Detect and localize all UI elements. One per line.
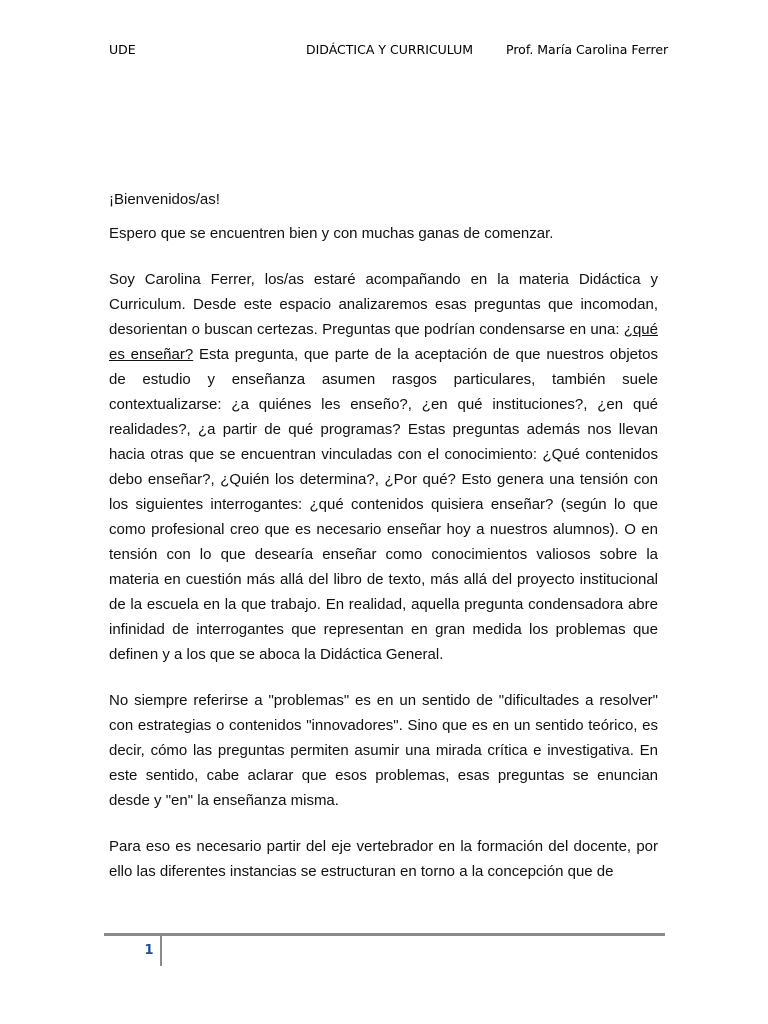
page-number: 1 — [144, 943, 154, 958]
header-author: Prof. María Carolina Ferrer — [506, 42, 669, 57]
underlined-question: ¿qué es enseñar? — [109, 321, 658, 363]
header-institution: UDE — [109, 42, 136, 57]
paragraph-1 — [109, 267, 658, 667]
footer-vertical-divider — [160, 936, 162, 966]
paragraph-3: Para eso es necesario partir del eje vertebrador en la formación del docente, por ello las diferentes instancias se estructuran en torno a la concepción que de — [109, 838, 658, 880]
footer-divider — [104, 933, 665, 936]
intro-paragraph: Espero que se encuentren bien y con muchas ganas de comenzar. — [109, 225, 554, 242]
header-course-title: DIDÁCTICA Y CURRICULUM — [306, 42, 474, 57]
paragraph-2: No siempre referirse a "problemas" es en un sentido de "dificultades a resolver" con estrategias o contenidos "innovadores". Sino que es en un sentido teórico, es decir, cómo las preguntas permiten asumir una mirada crítica e investigativa. En este sentido, cabe aclarar que esos problemas, esas preguntas se enuncian desde y "en" la enseñanza misma. — [109, 692, 658, 809]
paragraph-1-start: Soy Carolina Ferrer, los/as estaré acompañando en la materia Didáctica y Curriculum. Desde este espacio analizaremos esas preguntas que incomodan, desorientan o buscan certezas. Preguntas que podrían condensarse en una: — [109, 271, 658, 338]
paragraph-1-end: Esta pregunta, que parte de la aceptación de que nuestros objetos de estudio y enseñanza asumen rasgos particulares, también suele contextualizarse: ¿a quiénes les enseño?, ¿en qué instituciones?, ¿en qué realidades?, ¿a partir de qué programas? Estas preguntas además nos llevan hacia otras que se encuentran vinculadas con el conocimiento: ¿Qué contenidos debo enseñar?, ¿Quién los determina?, ¿Por qué? Esto genera una tensión con los siguientes interrogantes: ¿qué contenidos quisiera enseñar? (según lo que como profesional creo que es necesario enseñar hoy a nuestros alumnos). O en tensión con lo que desearía enseñar como conocimientos valiosos sobre la materia en cuestión más allá del libro de texto, más allá del proyecto institucional de la escuela en la que trabajo. En realidad, aquella pregunta condensadora abre infinidad de interrogantes que representan en gran medida los problemas que definen y a los que se aboca la Didáctica General. — [109, 346, 659, 663]
document-body — [109, 187, 658, 905]
page-header — [0, 42, 768, 60]
greeting: ¡Bienvenidos/as! — [109, 191, 220, 208]
